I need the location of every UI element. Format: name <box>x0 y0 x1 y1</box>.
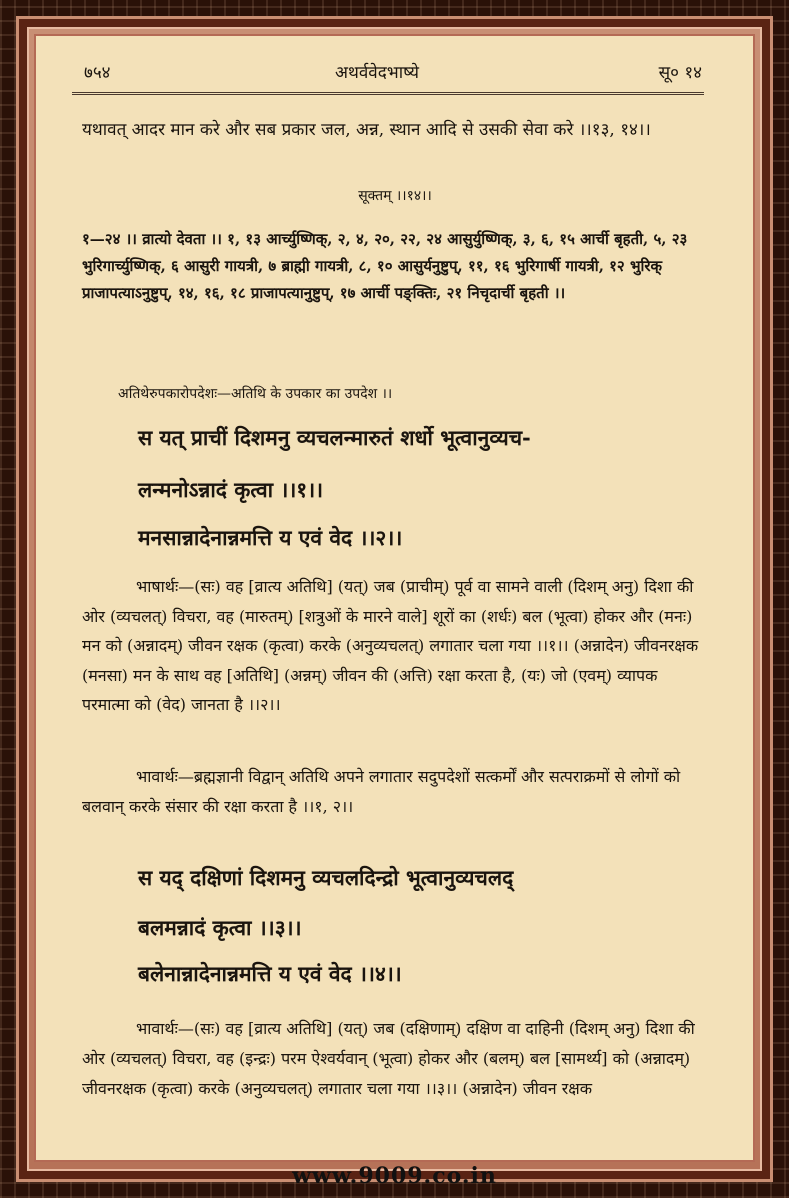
sukta-heading: सूक्तम् ।।१४।। <box>358 188 432 204</box>
mantra1-line1: स यत् प्राचीं दिशमनु व्यचलन्मारुतं शर्धो भूत्वानुव्यच- <box>138 425 531 450</box>
page-header <box>52 60 702 88</box>
header-rule <box>72 92 704 97</box>
book-title: अथर्ववेदभाष्ये <box>334 63 420 83</box>
mantra2-line2: बलमन्नादं कृत्वा ।।३।। <box>138 915 302 940</box>
bhashartha-2: भावार्थः—(सः) वह [व्रात्य अतिथि] (यत्) जब (दक्षिणाम्) दक्षिण वा दाहिनी (दिशम् अनु) दिशा की ओर (व्यचलत्) विचरा, वह (इन्द्रः) परम ऐश्वर्यवान् (भूत्वा) होकर और (बलम्) बल [सामर्थ्य] को (अन्नादम्) जीवनरक्षक (कृत्वा) करके (अनुव्यचलत्) लगातार चला गया ।।३।। (अन्नादेन) जीवन रक्षक <box>82 1019 695 1098</box>
metre-deity-list: १—२४ ।। व्रात्यो देवता ।। १, १३ आर्च्युष्णिक्, २, ४, २०, २२, २४ आसुर्युष्णिक्, ३, ६, १५ आर्ची बृहती, ५, २३ भुरिगार्च्युष्णिक्, ६ आसुरी गायत्री, ७ ब्राह्मी गायत्री, ८, १० आसुर्यनुष्टुप्, ११, १६ भुरिगार्षी गायत्री, १२ भुरिक् प्राजापत्याऽनुष्टुप्, १४, १६, १८ प्राजापत्यानुष्टुप्, १७ आर्ची पङ्क्तिः, २१ निचृदार्ची बृहती ।। <box>82 230 688 302</box>
mantra1-line2: लन्मनोऽन्नादं कृत्वा ।।१।। <box>138 477 324 502</box>
bhashartha-1: भाषार्थः—(सः) वह [व्रात्य अतिथि] (यत्) जब (प्राचीम्) पूर्व वा सामने वाली (दिशम् अनु) दिशा की ओर (व्यचलत्) विचरा, वह (मारुतम्) [शत्रुओं के मारने वाले] शूरों का (शर्धः) बल (भूत्वा) होकर और (मनः) मन को (अन्नादम्) जीवन रक्षक (कृत्वा) करके (अनुव्यचलत्) लगातार चला गया ।।१।। (अन्नादेन) जीवनरक्षक (मनसा) मन के साथ वह [अतिथि] (अन्नम्) जीवन की (अत्ति) रक्षा करता है, (यः) जो (एवम्) व्यापक परमात्मा को (वेद) जानता है ।।२।। <box>82 577 699 714</box>
mantra1-line3: मनसान्नादेनान्नमत्ति य एवं वेद ।।२।। <box>138 525 403 550</box>
bhavartha-1: भावार्थः—ब्रह्मज्ञानी विद्वान् अतिथि अपने लगातार सदुपदेशों सत्कर्मों और सत्पराक्रमों से लोगों को बलवान् करके संसार की रक्षा करता है ।।१, २।। <box>82 767 681 816</box>
page-number: ७५४ <box>84 63 111 83</box>
paragraph-intro: यथावत् आदर मान करे और सब प्रकार जल, अन्न, स्थान आदि से उसकी सेवा करे ।।१३, १४।। <box>82 120 651 140</box>
website-watermark: www.9009.co.in <box>292 1163 497 1189</box>
upadesh-line: अतिथेरुपकारोपदेशः—अतिथि के उपकार का उपदेश ।। <box>118 386 393 402</box>
mantra2-line3: बलेनान्नादेनान्नमत्ति य एवं वेद ।।४।। <box>138 961 402 986</box>
sukta-number: सू० १४ <box>658 63 702 83</box>
mantra2-line1: स यद् दक्षिणां दिशमनु व्यचलदिन्द्रो भूत्वानुव्यचलद् <box>138 865 514 890</box>
